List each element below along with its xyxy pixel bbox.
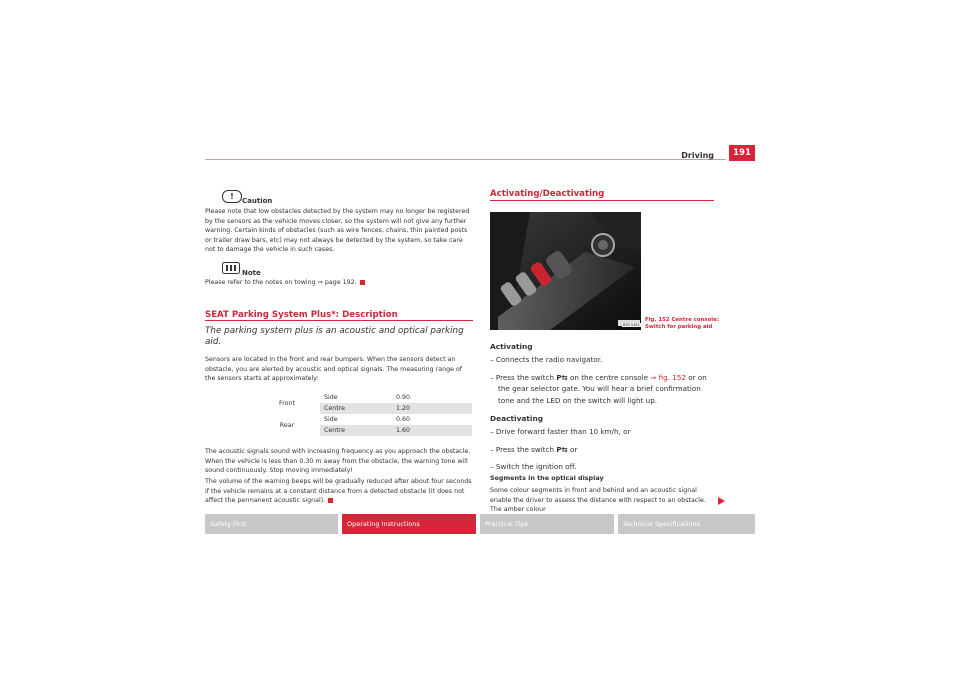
position-cell: Centre bbox=[324, 427, 346, 434]
value-cell: 1.60 bbox=[396, 427, 411, 434]
section-title-parking-system: SEAT Parking System Plus*: Description bbox=[205, 310, 398, 320]
caution-text: Please note that low obstacles detected by the system may no longer be registered by the sensors as the vehicle moves closer, so the system will not give any further warning. Certain kinds of obstacles (such as wire fences, chains, thin painted posts or trailer draw bars, etc) may not always be detected by the system, so take care not to damage the vehicle in such cases. bbox=[205, 208, 470, 254]
end-marker-icon bbox=[328, 498, 333, 503]
volume-paragraph: The volume of the warning beeps will be gradually reduced after about four seconds if the vehicle remains at a constant distance from a detected obstacle (it does not affect the permanent acoustic signal). bbox=[205, 478, 472, 505]
nav-tab-practical-tips[interactable]: Practical Tips bbox=[480, 514, 614, 534]
continue-arrow-icon bbox=[718, 497, 725, 505]
position-cell: Side bbox=[324, 394, 338, 401]
figure-reference-link[interactable]: ⇒ fig. 152 bbox=[650, 372, 686, 382]
value-cell: 1.20 bbox=[396, 405, 411, 412]
position-cell: Side bbox=[324, 416, 338, 423]
deactivating-step-3: – Switch the ignition off. bbox=[490, 462, 577, 471]
group-label: Rear bbox=[279, 421, 295, 429]
nav-tab-operating-instructions[interactable]: Operating Instructions bbox=[342, 514, 476, 534]
nav-tab-technical-specifications[interactable]: Technical Specifications bbox=[618, 514, 755, 534]
end-marker-icon bbox=[360, 280, 365, 285]
activating-block bbox=[490, 342, 716, 473]
sensor-range-table bbox=[254, 392, 472, 436]
note-icon bbox=[222, 262, 240, 274]
table-row bbox=[254, 392, 472, 403]
running-header: Driving bbox=[681, 151, 714, 160]
section-title-activating: Activating/Deactivating bbox=[490, 189, 605, 199]
section-rule bbox=[490, 200, 714, 201]
deactivating-heading: Deactivating bbox=[490, 414, 544, 423]
group-label: Front bbox=[279, 399, 295, 407]
caution-label: Caution bbox=[242, 197, 273, 205]
caution-icon: ! bbox=[222, 190, 242, 203]
intro-paragraph: Sensors are located in the front and rear bumpers. When the sensors detect an obstacle, you are alerted by acoustic and optical signals. The measuring range of the sensors starts at approximately: bbox=[205, 356, 463, 383]
table-row bbox=[254, 414, 472, 425]
segments-heading: Segments in the optical display bbox=[490, 474, 604, 482]
photo-code: B5P-0481 bbox=[623, 323, 640, 327]
nav-tab-safety-first[interactable]: Safety First bbox=[205, 514, 338, 534]
deactivating-step-2: – Press the switch P⇆ or bbox=[490, 444, 578, 454]
deactivating-step-1: – Drive forward faster than 10 km/h, or bbox=[490, 427, 631, 436]
position-cell: Centre bbox=[324, 405, 346, 412]
value-cell: 0.60 bbox=[396, 416, 411, 423]
page-number: 191 bbox=[729, 145, 755, 161]
park-switch-symbol: P⇆ bbox=[556, 372, 568, 382]
section-lead: The parking system plus is an acoustic and optical parking aid. bbox=[205, 326, 464, 347]
note-label: Note bbox=[242, 269, 261, 277]
value-cell: 0.90 bbox=[396, 394, 411, 401]
segments-text: Some colour segments in front and behind and an acoustic signal enable the driver to assess the distance with respect to an obstacle. The amber colour bbox=[490, 487, 706, 514]
activating-heading: Activating bbox=[490, 342, 533, 351]
figure-photo bbox=[490, 212, 641, 330]
note-text: Please refer to the notes on towing ⇒ page 192. bbox=[205, 278, 473, 288]
activating-step-1: – Connects the radio navigator. bbox=[490, 355, 603, 364]
figure-caption: Fig. 152 Centre console: Switch for parking aid bbox=[645, 317, 719, 330]
activating-step-2: – Press the switch P⇆ on the centre console ⇒ fig. 152 or on the gear selector gate. You will hear a brief confirmation tone and the LED on the switch will light up. bbox=[490, 372, 707, 405]
park-switch-symbol: P⇆ bbox=[556, 444, 568, 454]
section-rule bbox=[205, 320, 473, 321]
acoustic-paragraph: The acoustic signals sound with increasing frequency as you approach the obstacle. When the vehicle is less than 0.30 m away from the obstacle, the warning tone will sound continuously. Stop moving immediately! bbox=[205, 448, 471, 475]
